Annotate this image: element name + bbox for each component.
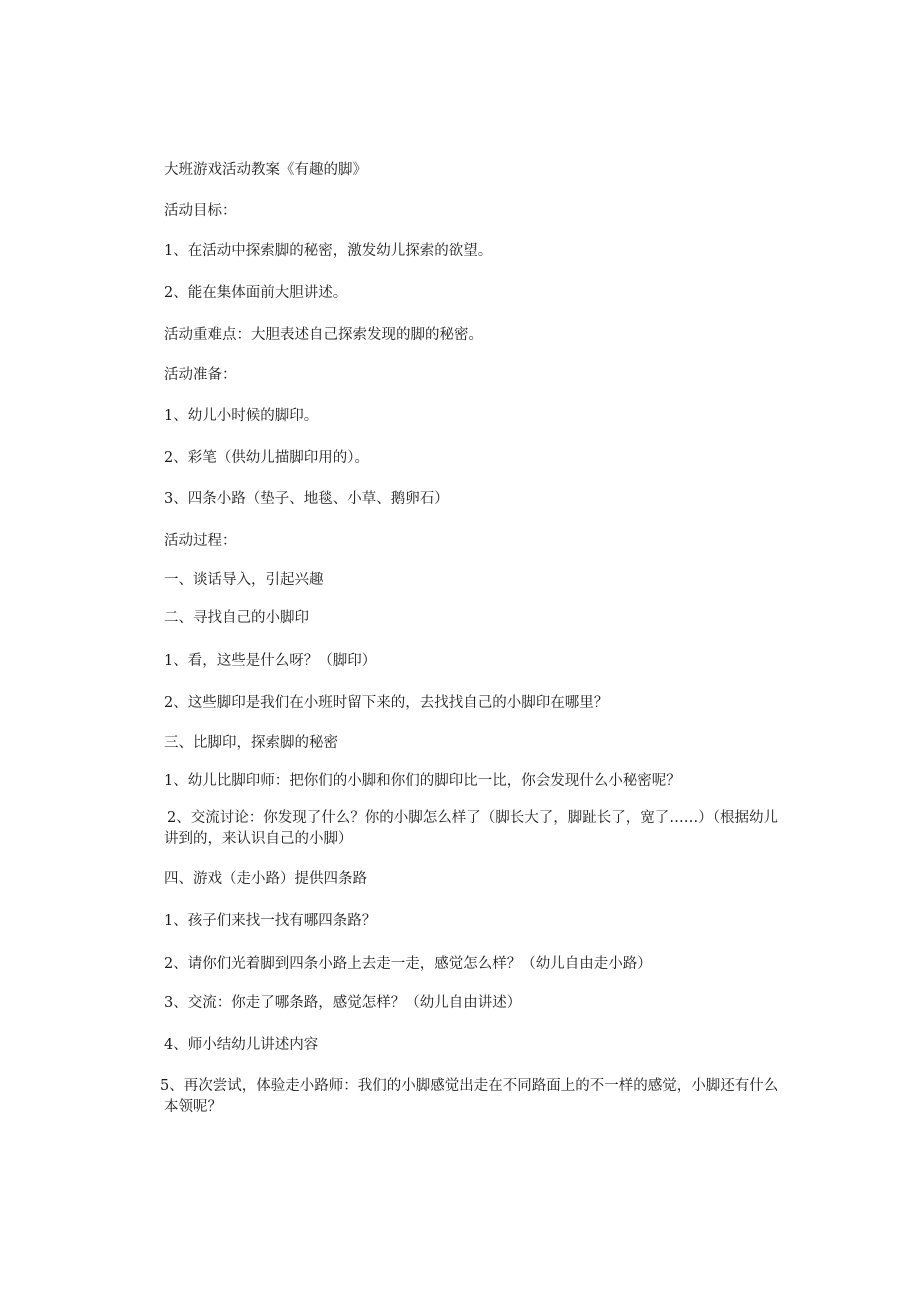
key-point: 活动重难点：大胆表述自己探索发现的脚的秘密。 (164, 327, 483, 343)
step-item: 2、请你们光着脚到四条小路上去走一走，感觉怎么样？（幼儿自由走小路） (164, 956, 652, 972)
prep-item: 2、彩笔（供幼儿描脚印用的）。 (164, 450, 369, 466)
goals-heading: 活动目标： (164, 203, 237, 219)
step-heading: 一、谈话导入，引起兴趣 (164, 572, 324, 588)
prep-item: 3、四条小路（垫子、地毯、小草、鹅卵石） (164, 491, 449, 507)
step-heading: 三、比脚印，探索脚的秘密 (164, 735, 338, 751)
prep-item: 1、幼儿小时候的脚印。 (164, 408, 319, 424)
goal-item: 2、能在集体面前大胆讲述。 (164, 285, 348, 301)
process-heading: 活动过程： (164, 533, 237, 549)
step-item: 1、幼儿比脚印师：把你们的小脚和你们的脚印比一比，你会发现什么小秘密呢？ (164, 773, 681, 789)
step-item: 5、再次尝试，体验走小路师：我们的小脚感觉出走在不同路面上的不一样的感觉，小脚还有什么本领呢？ (160, 1078, 779, 1115)
step-heading: 四、游戏（走小路）提供四条路 (164, 871, 367, 887)
prep-heading: 活动准备： (164, 367, 237, 383)
goal-item: 1、在活动中探索脚的秘密，激发幼儿探索的欲望。 (164, 243, 493, 259)
step-item: 2、这些脚印是我们在小班时留下来的，去找找自己的小脚印在哪里？ (164, 695, 609, 711)
step-item: 4、师小结幼儿讲述内容 (164, 1037, 319, 1053)
step-item: 1、看，这些是什么呀？（脚印） (164, 653, 377, 669)
document-title: 大班游戏活动教案《有趣的脚》 (164, 162, 367, 178)
step-item: 3、交流：你走了哪条路，感觉怎样？（幼儿自由讲述） (164, 995, 522, 1011)
step-item: 2、交流讨论：你发现了什么？你的小脚怎么样了（脚长大了，脚趾长了，宽了……）（根据幼儿讲到的，来认识自己的小脚） (164, 810, 778, 847)
step-item: 1、孩子们来找一找有哪四条路？ (164, 913, 377, 929)
step-heading: 二、寻找自己的小脚印 (164, 610, 309, 626)
